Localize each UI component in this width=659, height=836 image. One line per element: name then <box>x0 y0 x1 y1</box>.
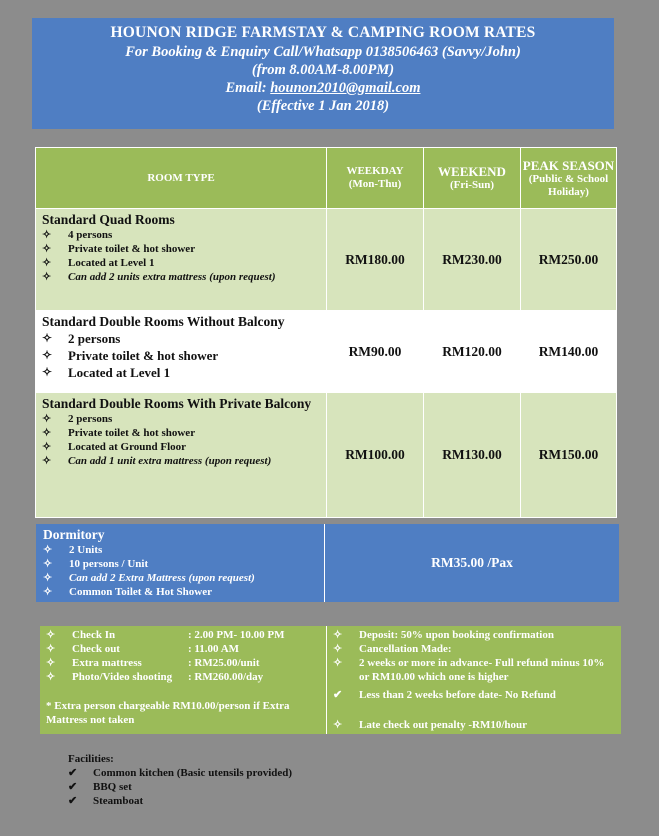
policy-left <box>40 626 327 734</box>
extra-person-note: * Extra person chargeable RM10.00/person if Extra Mattress not taken <box>46 700 290 726</box>
email-link[interactable]: hounon2010@gmail.com <box>270 80 421 96</box>
check-icon: ✔ <box>68 781 78 793</box>
price-peak: RM140.00 <box>521 311 617 393</box>
facilities-section <box>68 752 292 808</box>
facilities-title: Facilities: <box>68 753 114 765</box>
price-weekend: RM120.00 <box>424 311 521 393</box>
effective-date: (Effective 1 Jan 2018) <box>256 98 390 114</box>
star-bullet-icon: ✧ <box>42 257 52 269</box>
policy-section <box>40 626 621 734</box>
check-icon: ✔ <box>68 767 78 779</box>
star-bullet-icon: ✧ <box>42 243 52 255</box>
list-item: ✧ 2 Units <box>43 544 103 556</box>
list-item: ✧ Located at Level 1 <box>42 365 171 380</box>
list-item: ✔ Less than 2 weeks before date- No Refund <box>333 689 556 701</box>
list-item: ✧ 2 weeks or more in advance- Full refund minus 10% or RM10.00 which one is higher <box>333 657 605 683</box>
star-bullet-icon: ✧ <box>46 629 56 641</box>
star-bullet-icon: ✧ <box>43 572 53 584</box>
feature-list <box>42 412 320 468</box>
policy-right <box>327 626 621 734</box>
price-weekday: RM90.00 <box>327 311 424 393</box>
star-bullet-icon: ✧ <box>42 455 52 467</box>
list-item: ✧ Deposit: 50% upon booking confirmation <box>333 629 554 641</box>
list-item: ✧ Cancellation Made: <box>333 643 452 655</box>
star-bullet-icon: ✧ <box>46 657 56 669</box>
room-rates-table <box>35 147 617 518</box>
email-line <box>32 79 614 97</box>
price-peak: RM250.00 <box>521 209 617 311</box>
table-row <box>36 209 617 311</box>
list-item: ✧ Located at Level 1 <box>42 257 155 269</box>
star-bullet-icon: ✧ <box>46 671 56 683</box>
star-bullet-icon: ✧ <box>42 427 52 439</box>
header-weekend: WEEKEND (Fri-Sun) <box>424 148 521 209</box>
star-bullet-icon: ✧ <box>43 586 53 598</box>
feature-list <box>43 543 317 599</box>
price-weekday: RM100.00 <box>327 393 424 518</box>
list-item: ✧ Private toilet & hot shower <box>42 427 196 439</box>
price-peak: RM150.00 <box>521 393 617 518</box>
list-item: ✧ Check In : 2.00 PM- 10.00 PM <box>46 629 285 641</box>
page-title: HOUNON RIDGE FARMSTAY & CAMPING ROOM RATES <box>110 24 536 41</box>
list-item: ✧ 2 persons <box>42 331 121 346</box>
room-description <box>36 311 327 393</box>
list-item: ✧ Located at Ground Floor <box>42 441 187 453</box>
list-item: ✔ BBQ set <box>68 781 132 793</box>
star-bullet-icon: ✧ <box>42 229 52 241</box>
list-item: ✧ Photo/Video shooting : RM260.00/day <box>46 671 264 683</box>
table-header-row <box>36 148 617 209</box>
list-item: ✧ Extra mattress : RM25.00/unit <box>46 657 260 669</box>
list-item: ✔ Common kitchen (Basic utensils provided) <box>68 767 293 779</box>
price-weekend: RM130.00 <box>424 393 521 518</box>
dormitory-price: RM35.00 /Pax <box>431 555 513 570</box>
list-item: ✧ Can add 2 units extra mattress (upon request) <box>42 271 276 283</box>
price-weekend: RM230.00 <box>424 209 521 311</box>
star-bullet-icon: ✧ <box>333 657 343 669</box>
booking-hours: (from 8.00AM-8.00PM) <box>251 62 395 78</box>
star-bullet-icon: ✧ <box>333 629 343 641</box>
star-bullet-icon: ✧ <box>42 348 53 362</box>
list-item: ✧ Private toilet & hot shower <box>42 348 219 363</box>
star-bullet-icon: ✧ <box>42 441 52 453</box>
list-item: ✧ 10 persons / Unit <box>43 558 149 570</box>
list-item: ✧ Common Toilet & Hot Shower <box>43 586 212 598</box>
room-name: Standard Double Rooms With Private Balcony <box>42 396 312 411</box>
list-item: ✧ Private toilet & hot shower <box>42 243 196 255</box>
room-description <box>36 209 327 311</box>
star-bullet-icon: ✧ <box>42 331 53 345</box>
price-weekday: RM180.00 <box>327 209 424 311</box>
list-item: ✧ 4 persons <box>42 229 113 241</box>
feature-list <box>42 228 320 284</box>
header-banner <box>32 18 614 129</box>
star-bullet-icon: ✧ <box>333 719 343 731</box>
table-row <box>36 311 617 393</box>
room-description <box>36 393 327 518</box>
header-room-type: ROOM TYPE <box>36 148 327 209</box>
table-row <box>36 393 617 518</box>
dormitory-description <box>36 524 325 602</box>
list-item: ✧ Can add 2 Extra Mattress (upon request) <box>43 572 255 584</box>
dormitory-name: Dormitory <box>43 527 105 542</box>
star-bullet-icon: ✧ <box>42 365 53 379</box>
booking-contact: For Booking & Enquiry Call/Whatsapp 0138506463 (Savvy/John) <box>125 44 521 60</box>
list-item: ✧ 2 persons <box>42 413 113 425</box>
star-bullet-icon: ✧ <box>42 413 52 425</box>
list-item: ✔ Steamboat <box>68 795 144 807</box>
star-bullet-icon: ✧ <box>42 271 52 283</box>
check-icon: ✔ <box>333 689 343 701</box>
star-bullet-icon: ✧ <box>43 544 53 556</box>
dormitory-section <box>36 524 619 602</box>
star-bullet-icon: ✧ <box>43 558 53 570</box>
check-icon: ✔ <box>68 795 78 807</box>
list-item: ✧ Check out : 11.00 AM <box>46 643 240 655</box>
header-weekday: WEEKDAY (Mon-Thu) <box>327 148 424 209</box>
room-name: Standard Quad Rooms <box>42 212 175 227</box>
header-peak-season: PEAK SEASON (Public & School Holiday) <box>521 148 617 209</box>
room-name: Standard Double Rooms Without Balcony <box>42 314 285 329</box>
star-bullet-icon: ✧ <box>333 643 343 655</box>
star-bullet-icon: ✧ <box>46 643 56 655</box>
list-item: ✧ Late check out penalty -RM10/hour <box>333 719 528 731</box>
email-label: Email: <box>225 80 271 96</box>
feature-list <box>42 330 320 381</box>
list-item: ✧ Can add 1 unit extra mattress (upon request) <box>42 455 272 467</box>
